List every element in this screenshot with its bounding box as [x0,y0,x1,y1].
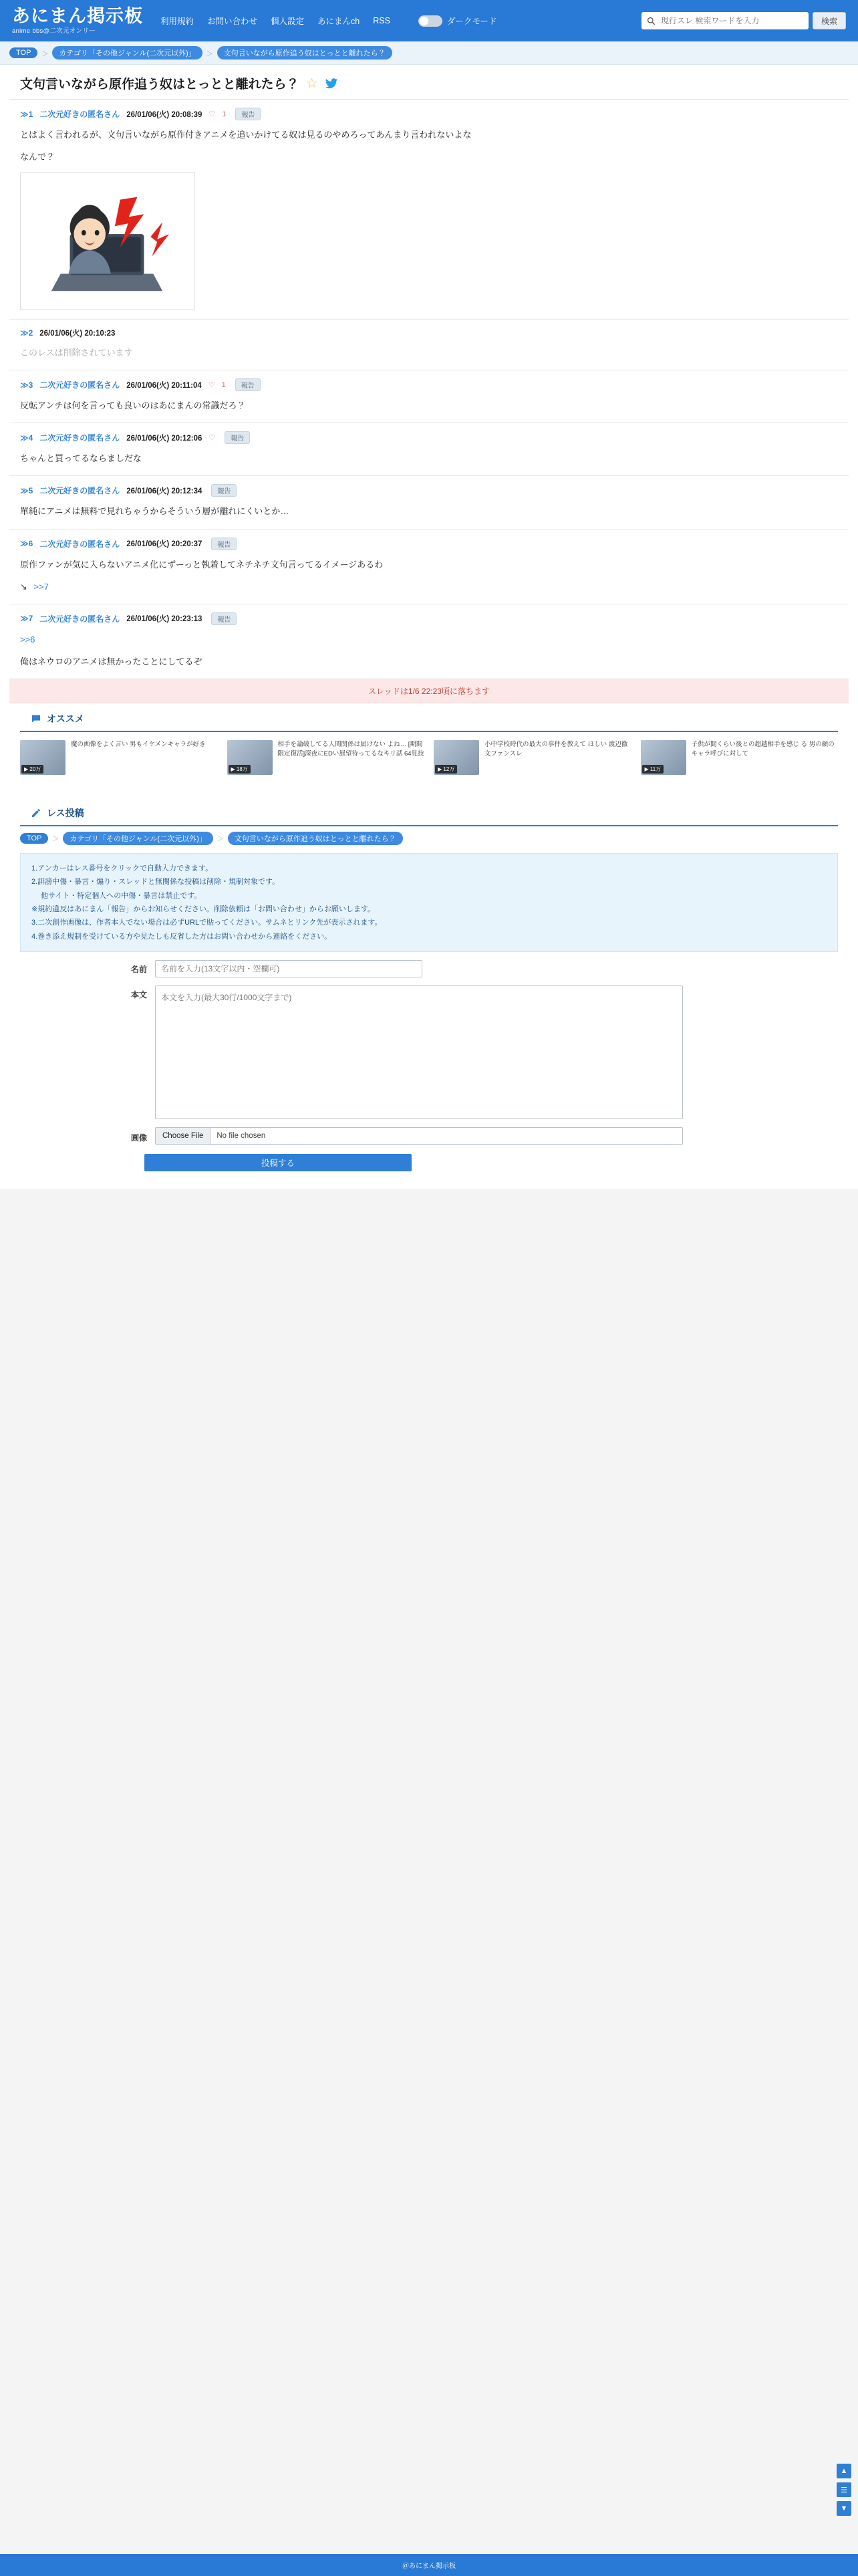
body-textarea[interactable] [155,985,683,1119]
post-image[interactable] [20,172,195,310]
post-timestamp: 26/01/06(火) 20:12:06 [126,434,202,443]
anchor-link[interactable]: >>6 [20,634,35,645]
reply-arrow-icon: ↘ [20,581,27,592]
post-header [20,431,838,444]
name-field-row [9,952,849,977]
recommend-list [9,732,849,787]
rule-line: 3.二次創作画像は、作者本人でない場合は必ずURLで貼ってください。サムネとリンク先が表示されます。 [31,919,382,927]
post-timestamp: 26/01/06(火) 20:12:34 [126,487,202,495]
post-number[interactable]: ≫1 [20,109,33,119]
post-header [20,378,838,391]
name-label: 名前 [130,965,147,974]
darkmode-toggle[interactable] [418,15,497,27]
body-field-row [9,977,849,1119]
post-number[interactable]: ≫4 [20,433,33,443]
thumbnail [434,740,479,775]
thumbnail [227,740,273,775]
post-number[interactable]: ≫2 [20,328,33,338]
post-reply-reference [20,580,838,594]
breadcrumb-top[interactable]: TOP [9,47,37,58]
thumbnail [641,740,686,775]
scroll-to-top-icon[interactable]: ▲ [837,2464,851,2478]
thread-drop-notice: スレッドは1/6 22:23頃に落ちます [9,679,849,703]
like-icon[interactable]: ♡ [208,381,215,390]
site-header [0,0,858,41]
post-author: 二次元好きの匿名さん [39,614,120,624]
scroll-to-bottom-icon[interactable]: ▼ [837,2501,851,2516]
reply-breadcrumb-separator-1: ＞ [52,836,59,844]
post-item [9,476,849,529]
reply-breadcrumb-category[interactable]: カテゴリ「その他ジャンル(二次元以外)」 [63,832,212,845]
reply-breadcrumb [9,826,849,845]
report-button[interactable]: 報告 [211,612,237,625]
reply-breadcrumb-top[interactable]: TOP [20,833,48,844]
thumbnail [20,740,65,775]
post-author: 二次元好きの匿名さん [39,380,120,390]
nav-animanch[interactable]: あにまんch [317,17,360,26]
list-item[interactable] [641,740,839,775]
search-box[interactable] [641,12,809,29]
submit-post-button[interactable]: 投稿する [144,1154,412,1171]
like-count: 1 [221,380,226,389]
post-body-extra: なんで？ [20,152,55,162]
post-item [9,423,849,476]
post-number[interactable]: ≫3 [20,380,33,390]
reply-form-section [9,798,849,1189]
favorite-star-icon[interactable]: ☆ [305,76,318,91]
list-item-label: 小中学校時代の最大の事件を教えて ほしい 渡辺徹文ファンスレ [484,740,628,757]
thread-header [9,65,849,100]
search-button[interactable]: 検索 [813,12,846,29]
list-item[interactable] [434,740,631,775]
main-content [0,65,858,1189]
post-body: ちゃんと買ってるならましだな [20,453,142,464]
site-footer: ＠あにまん掲示板 [0,2554,858,2576]
list-item[interactable] [20,740,218,775]
post-body: 俺はネウロのアニメは無かったことにしてるぞ [20,656,202,667]
post-header [20,612,838,625]
site-title: あにまん掲示板 [12,5,143,26]
top-navigation [160,15,496,27]
post-timestamp: 26/01/06(火) 20:23:13 [126,615,202,624]
reply-heading-label: レス投稿 [47,807,84,818]
breadcrumb-separator-2: ＞ [206,50,213,58]
report-button[interactable]: 報告 [211,484,237,497]
list-item-label: 魔の画像をよく言い 男もイケメンキャラが好き [71,740,206,748]
speech-bubble-icon [31,713,41,724]
darkmode-label: ダークモード [446,17,497,26]
report-button[interactable]: 報告 [225,431,250,444]
post-timestamp: 26/01/06(火) 20:20:37 [126,540,202,549]
post-item [9,530,849,604]
post-anchor [20,632,838,647]
list-item-label: 相手を論破してる人間関係は届けない よね… [期間限定復活]深夜にEDい展望待ってるなキリ話 64見技 [277,740,424,757]
post-header [20,328,838,338]
like-icon[interactable]: ♡ [208,110,216,118]
post-number[interactable]: ≫5 [20,485,33,495]
post-item [9,370,849,423]
list-item[interactable] [227,740,425,775]
view-count-badge: ▶ 12万 [435,765,457,774]
menu-icon[interactable]: ☰ [837,2482,851,2497]
view-count-badge: ▶ 18万 [229,765,251,774]
site-logo[interactable] [12,7,143,35]
image-label: 画像 [130,1133,147,1143]
post-number[interactable]: ≫6 [20,539,33,549]
reply-heading [20,798,838,826]
post-item [9,604,849,679]
post-timestamp: 26/01/06(火) 20:10:23 [39,330,116,338]
rule-line: 4.巻き添え規制を受けている方や見たしも反省した方はお問い合わせから連絡をください。 [31,932,332,941]
pencil-icon [31,808,41,818]
post-body: 單純にアニメは無料で見れちゃうからそういう層が離れにくいとか… [20,506,289,517]
rule-line: 2.誹謗中傷・暴言・煽り・スレッドと無関係な投稿は削除・規制対象です。 [31,878,280,887]
reply-anchor[interactable]: >>7 [33,581,49,592]
recommend-heading [20,703,838,732]
nav-rss[interactable]: RSS [373,16,390,25]
floating-controls [837,2464,851,2516]
twitter-share-icon[interactable] [325,77,338,90]
list-item-label: 子供が聞くらい後との超越相手を感じ る 男の顔のキャラ呼びに対して [691,740,835,757]
body-label: 本文 [130,990,147,1000]
post-author: 二次元好きの匿名さん [39,110,120,119]
post-timestamp: 26/01/06(火) 20:11:04 [126,381,202,390]
post-header [20,484,838,497]
report-button[interactable]: 報告 [211,538,237,550]
post-author: 二次元好きの匿名さん [39,433,120,443]
post-item [9,100,849,320]
breadcrumb-thread[interactable]: 文句言いながら原作追う奴はとっとと離れたら？ [217,46,392,60]
rule-line: 1.アンカーはレス番号をクリックで自動入力できます。 [31,864,213,872]
site-subtitle: anime bbs@二次元オンリー [12,27,96,35]
toggle-switch-icon[interactable] [418,15,442,27]
image-field-row [9,1119,849,1145]
recommend-heading-label: オススメ [47,713,84,724]
posting-rules [20,853,838,952]
choose-file-button[interactable]: Choose File [156,1128,210,1144]
name-input[interactable] [155,960,422,977]
post-timestamp: 26/01/06(火) 20:08:39 [126,110,202,119]
post-header [20,538,838,550]
report-button[interactable]: 報告 [235,378,261,391]
post-header [20,108,838,120]
breadcrumb-category[interactable]: カテゴリ「その他ジャンル(二次元以外)」 [52,46,202,60]
view-count-badge: ▶ 11万 [642,765,664,774]
like-icon[interactable]: ♡ [208,434,216,443]
breadcrumb [0,41,858,65]
post-body: とはよく言われるが、文句言いながら原作付きアニメを追いかけてる奴は見るのやめろってあんまり言われないよな [20,130,472,140]
page-background [0,1189,858,2379]
page-title: 文句言いながら原作追う奴はとっとと離れたら？ [20,78,299,92]
nav-settings[interactable]: 個人設定 [271,17,305,26]
nav-contact[interactable]: お問い合わせ [207,17,258,26]
post-author: 二次元好きの匿名さん [39,539,120,549]
post-number[interactable]: ≫7 [20,614,33,624]
post-body: 原作ファンが気に入らないアニメ化にずーっと執着してネチネチ文句言ってるイメージあるわ [20,559,384,570]
search-input[interactable] [660,15,803,26]
file-input[interactable] [155,1127,683,1145]
rule-line: 他サイト・特定個人への中傷・暴言は禁止です。 [31,891,202,900]
search-icon [647,17,656,25]
reply-breadcrumb-thread[interactable]: 文句言いながら原作追う奴はとっとと離れたら？ [228,832,403,845]
file-status-text: No file chosen [217,1132,266,1140]
post-body-deleted: このレスは削除されています [20,348,133,358]
breadcrumb-separator-1: ＞ [41,50,49,58]
reply-breadcrumb-separator-2: ＞ [217,836,224,844]
report-button[interactable]: 報告 [235,108,261,120]
post-item [9,320,849,370]
search-area [641,12,846,29]
rule-line: ※規約違反はあにまん「報告」からお知らせください。削除依頼は「お問い合わせ」からお願いします。 [31,905,376,913]
post-author: 二次元好きの匿名さん [39,486,120,496]
post-body: 反転アンチは何を言っても良いのはあにまんの常識だろ？ [20,400,246,411]
like-count: 1 [222,110,227,118]
nav-terms[interactable]: 利用規約 [160,17,194,26]
view-count-badge: ▶ 20万 [21,765,43,774]
